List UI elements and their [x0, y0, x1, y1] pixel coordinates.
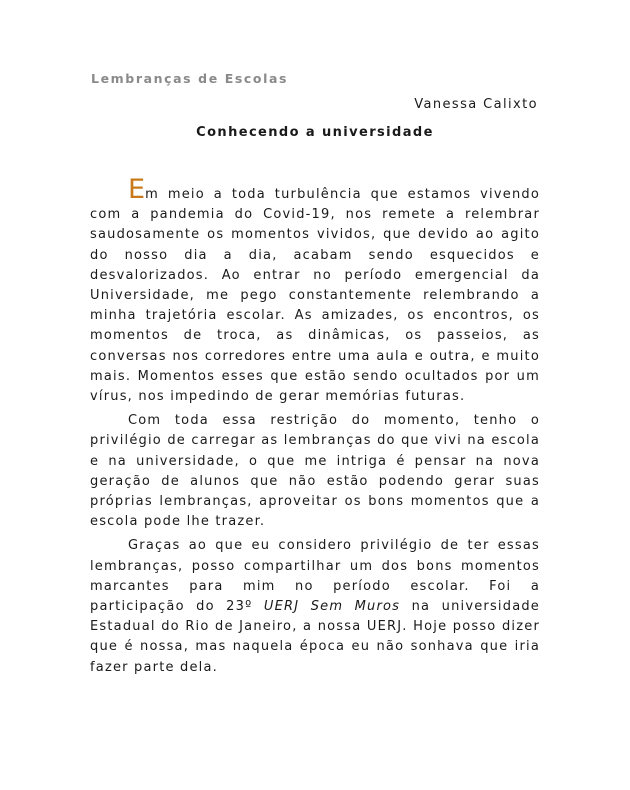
paragraph-2: Com toda essa restrição do momento, tenho o privilégio de carregar as lembranças do que vivi na escola e na universidade, o que me intriga é pensar na nova geração de alunos que não estão podendo gerar suas próprias lembranças, aproveitar os bons momentos que a escola pode lhe trazer.: [90, 413, 540, 530]
drop-cap: E: [128, 174, 146, 205]
event-name: UERJ Sem Muros: [263, 599, 401, 615]
series-title: Lembranças de Escolas: [91, 71, 289, 86]
article-body: [90, 174, 541, 682]
paragraph-3: [90, 536, 540, 677]
paragraph-1: [90, 174, 540, 407]
paragraph-1-text: m meio a toda turbulência que estamos vivendo com a pandemia do Covid-19, nos remete a relembrar saudosamente os momentos vividos, que devido ao agito do nosso dia a dia, acabam sendo esquecidos e desvalorizados. Ao entrar no período emergencial da Universidade, me pego constantemente relembrando a minha trajetória escolar. As amizades, os encontros, os momentos de troca, as dinâmicas, os passeios, as conversas nos corredores entre uma aula e outra, e muito mais. Momentos esses que estão sendo ocultados por um vírus, nos impedindo de gerar memórias futuras.: [90, 187, 540, 405]
paragraph-3-text-b: na universidade Estadual do Rio de Janeiro, a nossa UERJ. Hoje posso dizer que é nossa, mas naquela época eu não sonhava que iria fazer parte dela.: [90, 599, 541, 675]
paragraph-3-text-a: Graças ao que eu considero privilégio de ter essas lembranças, posso compartilhar um dos bons momentos marcantes para mim no período escolar. Foi a participação do 23º: [90, 538, 540, 615]
author-name: Vanessa Calixto: [414, 97, 538, 112]
article-title: Conhecendo a universidade: [196, 125, 434, 140]
